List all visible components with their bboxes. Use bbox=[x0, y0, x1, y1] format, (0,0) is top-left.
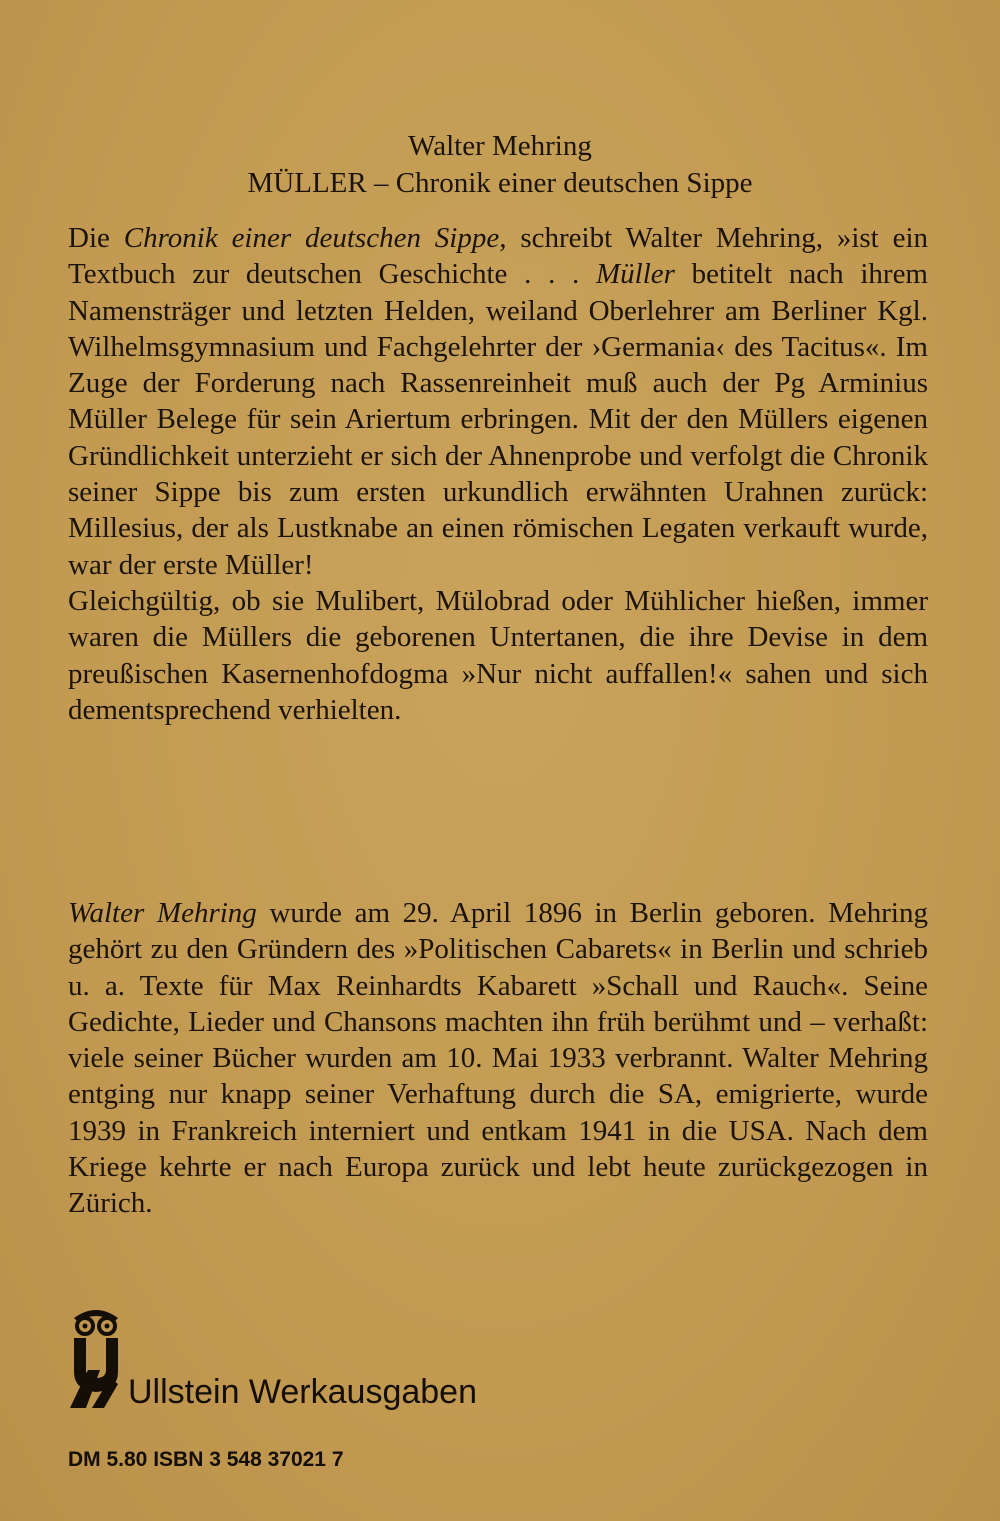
book-blurb bbox=[68, 220, 928, 728]
author-name: Walter Mehring bbox=[408, 130, 592, 162]
book-header bbox=[0, 128, 1000, 202]
price-isbn: DM 5.80 ISBN 3 548 37021 7 bbox=[68, 1448, 344, 1471]
author-bio bbox=[68, 895, 928, 1222]
blurb-mueller-emphasis: Müller bbox=[596, 258, 675, 291]
blurb-paragraph-1: Die Chronik einer deutschen Sippe, schreibt Walter Mehring, »ist ein Textbuch zur deutschen Geschichte . . . Müller betitelt nach ihrem Namensträger und letzten Helden, weiland Oberlehrer am Berliner Kgl. Wilhelmsgymnasium und Fachgelehrter der ›Germania‹ des Tacitus«. Im Zuge der Forderung nach Rassenreinheit muß auch der Pg Arminius Müller Belege für sein Ariertum erbringen. Mit der den Müllers eigenen Gründlichkeit unterzieht er sich der Ahnenprobe und verfolgt die Chronik seiner Sippe bis zum ersten urkundlich erwähnten Urahnen zurück: Millesius, der als Lustknabe an einen römischen Legaten verkauft wurde, war der erste Müller! bbox=[68, 222, 929, 581]
book-title: MÜLLER – Chronik einer deutschen Sippe bbox=[247, 167, 753, 199]
blurb-title-emphasis: Chronik einer deutschen Sippe, bbox=[123, 222, 507, 254]
bio-paragraph: Walter Mehring wurde am 29. April 1896 in Berlin geboren. Mehring gehört zu den Gründern des »Politischen Cabarets« in Berlin und schrieb u. a. Texte für Max Reinhardts Kabarett »Schall und Rauch«. Seine Gedichte, Lieder und Chansons machten ihn früh berühmt und – verhaßt: viele seiner Bücher wurden am 10. Mai 1933 verbrannt. Walter Mehring entging nur knapp seiner Verhaftung durch die SA, emigrierte, wurde 1939 in Frankreich interniert und entkam 1941 in die USA. Nach dem Kriege kehrte er nach Europa zurück und lebt heute zurückgezogen in Zürich. bbox=[68, 897, 928, 1220]
bio-author-name: Walter Mehring bbox=[68, 897, 257, 929]
blurb-paragraph-2: Gleichgültig, ob sie Mulibert, Mülobrad oder Mühlicher hießen, immer waren die Müllers die geborenen Untertanen, die ihre Devise in dem preußischen Kasernenhofdogma »Nur nicht auffallen!« sahen und sich dementsprechend verhielten. bbox=[68, 584, 928, 726]
publisher-name: Ullstein Werkausgaben bbox=[128, 1373, 477, 1411]
owl-ullstein-logo-icon bbox=[66, 1300, 126, 1410]
